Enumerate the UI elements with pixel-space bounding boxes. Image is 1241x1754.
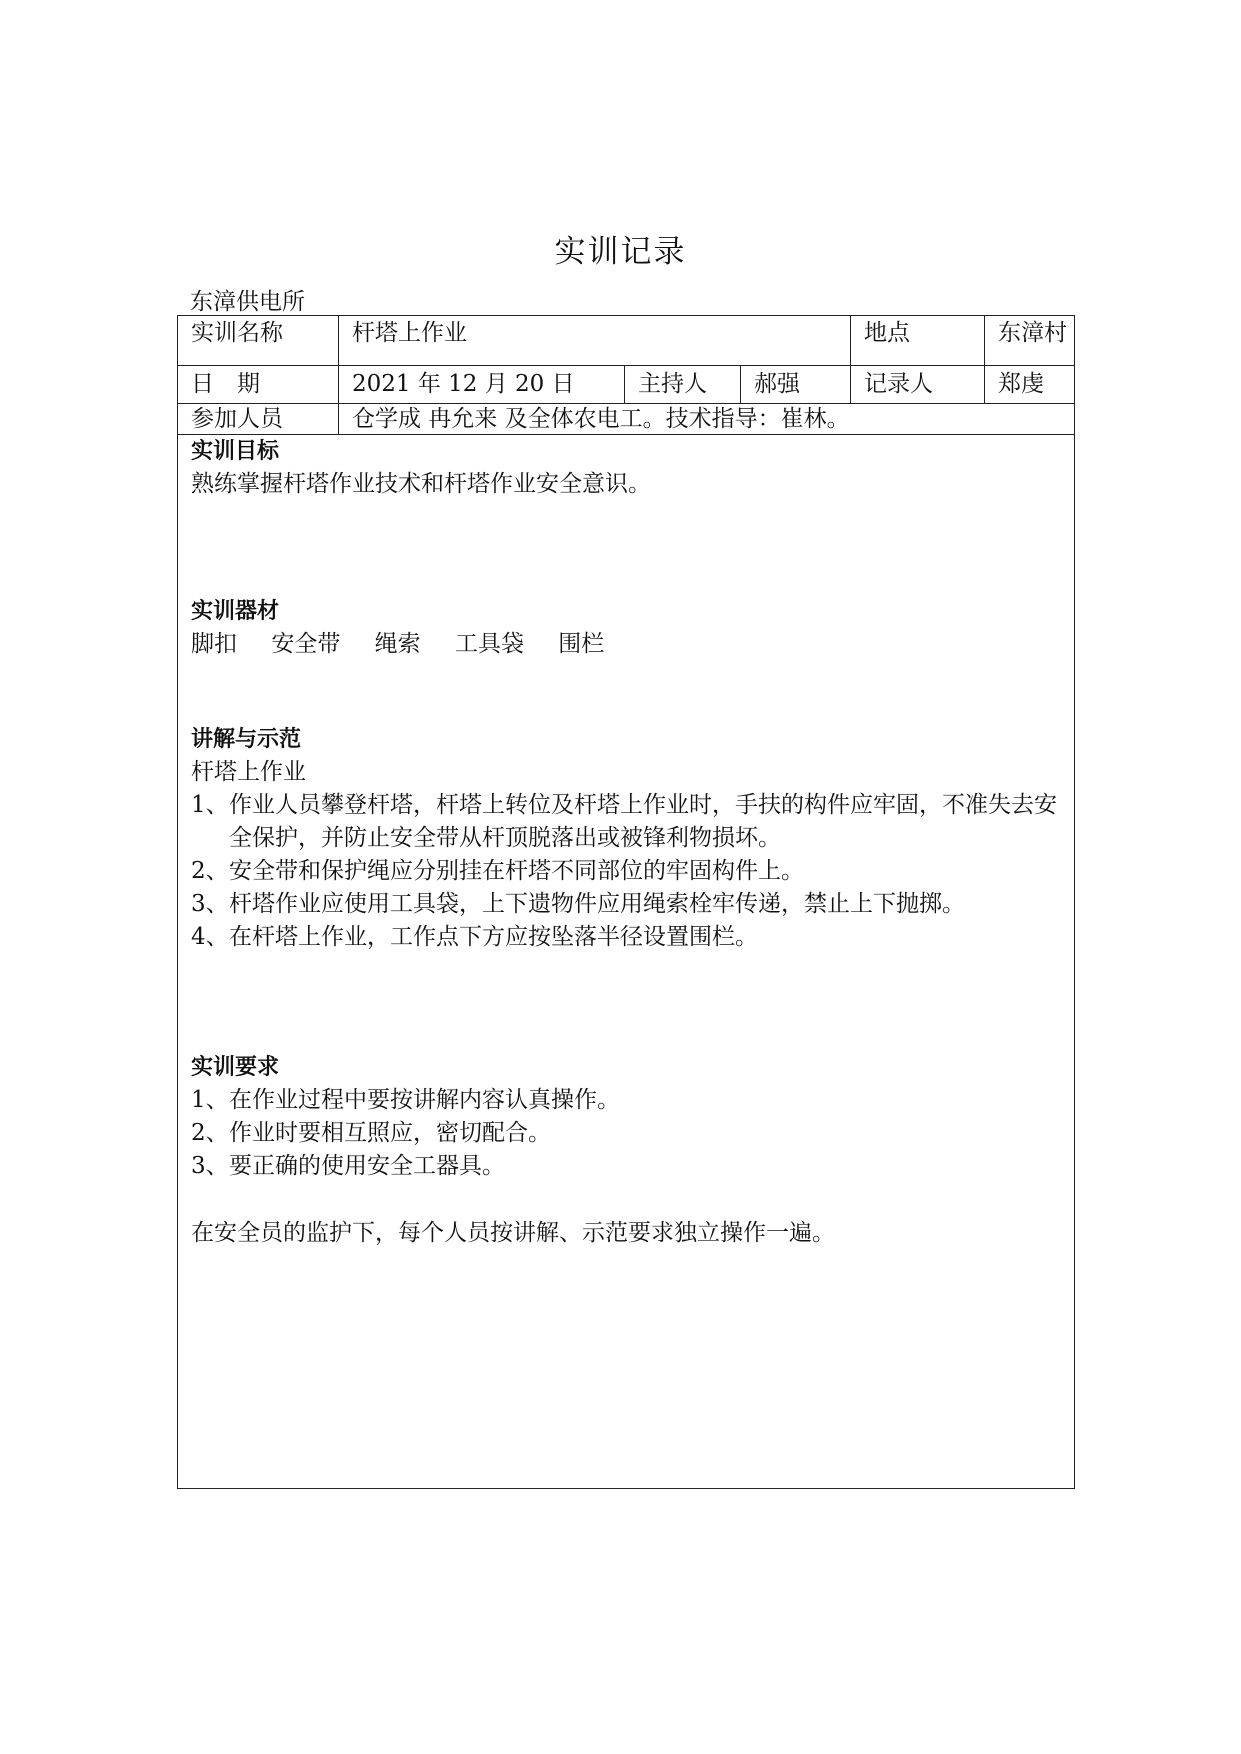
demo-heading: 讲解与示范 <box>191 727 302 752</box>
location-value: 东漳村 <box>985 316 1075 366</box>
host-label: 主持人 <box>625 366 741 404</box>
requirement-item-text: 作业时要相互照应，密切配合。 <box>229 1120 551 1146</box>
date-value: 2021 年 12 月 20 日 <box>339 366 625 404</box>
demo-item-text: 杆塔作业应使用工具袋，上下遗物件应用绳索栓牢传递，禁止上下抛掷。 <box>229 891 965 917</box>
equipment-heading: 实训器材 <box>191 599 280 624</box>
requirement-item-number: 3、 <box>191 1153 229 1179</box>
requirement-item <box>191 1084 1064 1117</box>
goal-heading: 实训目标 <box>191 439 280 464</box>
requirement-item-number: 2、 <box>191 1120 229 1146</box>
equipment-list <box>191 628 1064 661</box>
participants-value: 仓学成 冉允来 及全体农电工。技术指导：崔林。 <box>339 404 1075 435</box>
demo-item-text: 作业人员攀登杆塔，杆塔上转位及杆塔上作业时，手扶的构件应牢固，不准失去安全保护，并防止安全带从杆顶脱落出或被锋利物损坏。 <box>229 792 1057 851</box>
equipment-item: 脚扣 <box>191 631 237 657</box>
date-row <box>178 366 1075 404</box>
equipment-item: 安全带 <box>271 631 341 657</box>
demo-item-number: 2、 <box>191 858 229 884</box>
demo-item-number: 1、 <box>191 792 229 818</box>
recorder-value: 郑虔 <box>985 366 1075 404</box>
goal-text: 熟练掌握杆塔作业技术和杆塔作业安全意识。 <box>191 471 651 497</box>
content-row <box>178 435 1075 1489</box>
equipment-item: 工具袋 <box>454 631 524 657</box>
requirement-item-number: 1、 <box>191 1087 229 1113</box>
participants-row <box>178 404 1075 435</box>
demo-item-number: 4、 <box>191 924 229 950</box>
requirement-item <box>191 1117 1064 1150</box>
demo-item-text: 安全带和保护绳应分别挂在杆塔不同部位的牢固构件上。 <box>229 858 804 884</box>
requirement-item-text: 要正确的使用安全工器具。 <box>229 1153 505 1179</box>
equipment-item: 围栏 <box>558 631 605 657</box>
training-name-row <box>178 316 1075 366</box>
demo-item <box>191 921 1064 954</box>
date-label: 日 期 <box>178 366 339 404</box>
training-name-value: 杆塔上作业 <box>339 316 851 366</box>
content-cell <box>178 435 1075 1489</box>
demo-item-number: 3、 <box>191 891 229 917</box>
requirements-heading: 实训要求 <box>191 1055 280 1080</box>
requirement-item <box>191 1150 1064 1183</box>
equipment-item: 绳索 <box>374 631 421 657</box>
document-title: 实训记录 <box>554 234 687 270</box>
record-table <box>177 315 1075 1489</box>
demo-subtitle: 杆塔上作业 <box>191 759 306 785</box>
host-value: 郝强 <box>741 366 851 404</box>
requirement-item-text: 在作业过程中要按讲解内容认真操作。 <box>229 1087 620 1113</box>
demo-item <box>191 789 1064 855</box>
location-label: 地点 <box>851 316 985 366</box>
organization-name: 东漳供电所 <box>190 289 305 315</box>
demo-item-text: 在杆塔上作业，工作点下方应按坠落半径设置围栏。 <box>229 924 758 950</box>
demo-item <box>191 888 1064 921</box>
training-name-label: 实训名称 <box>178 316 339 366</box>
demo-item <box>191 855 1064 888</box>
recorder-label: 记录人 <box>851 366 985 404</box>
requirements-closing: 在安全员的监护下，每个人员按讲解、示范要求独立操作一遍。 <box>191 1220 835 1246</box>
participants-label: 参加人员 <box>178 404 339 435</box>
